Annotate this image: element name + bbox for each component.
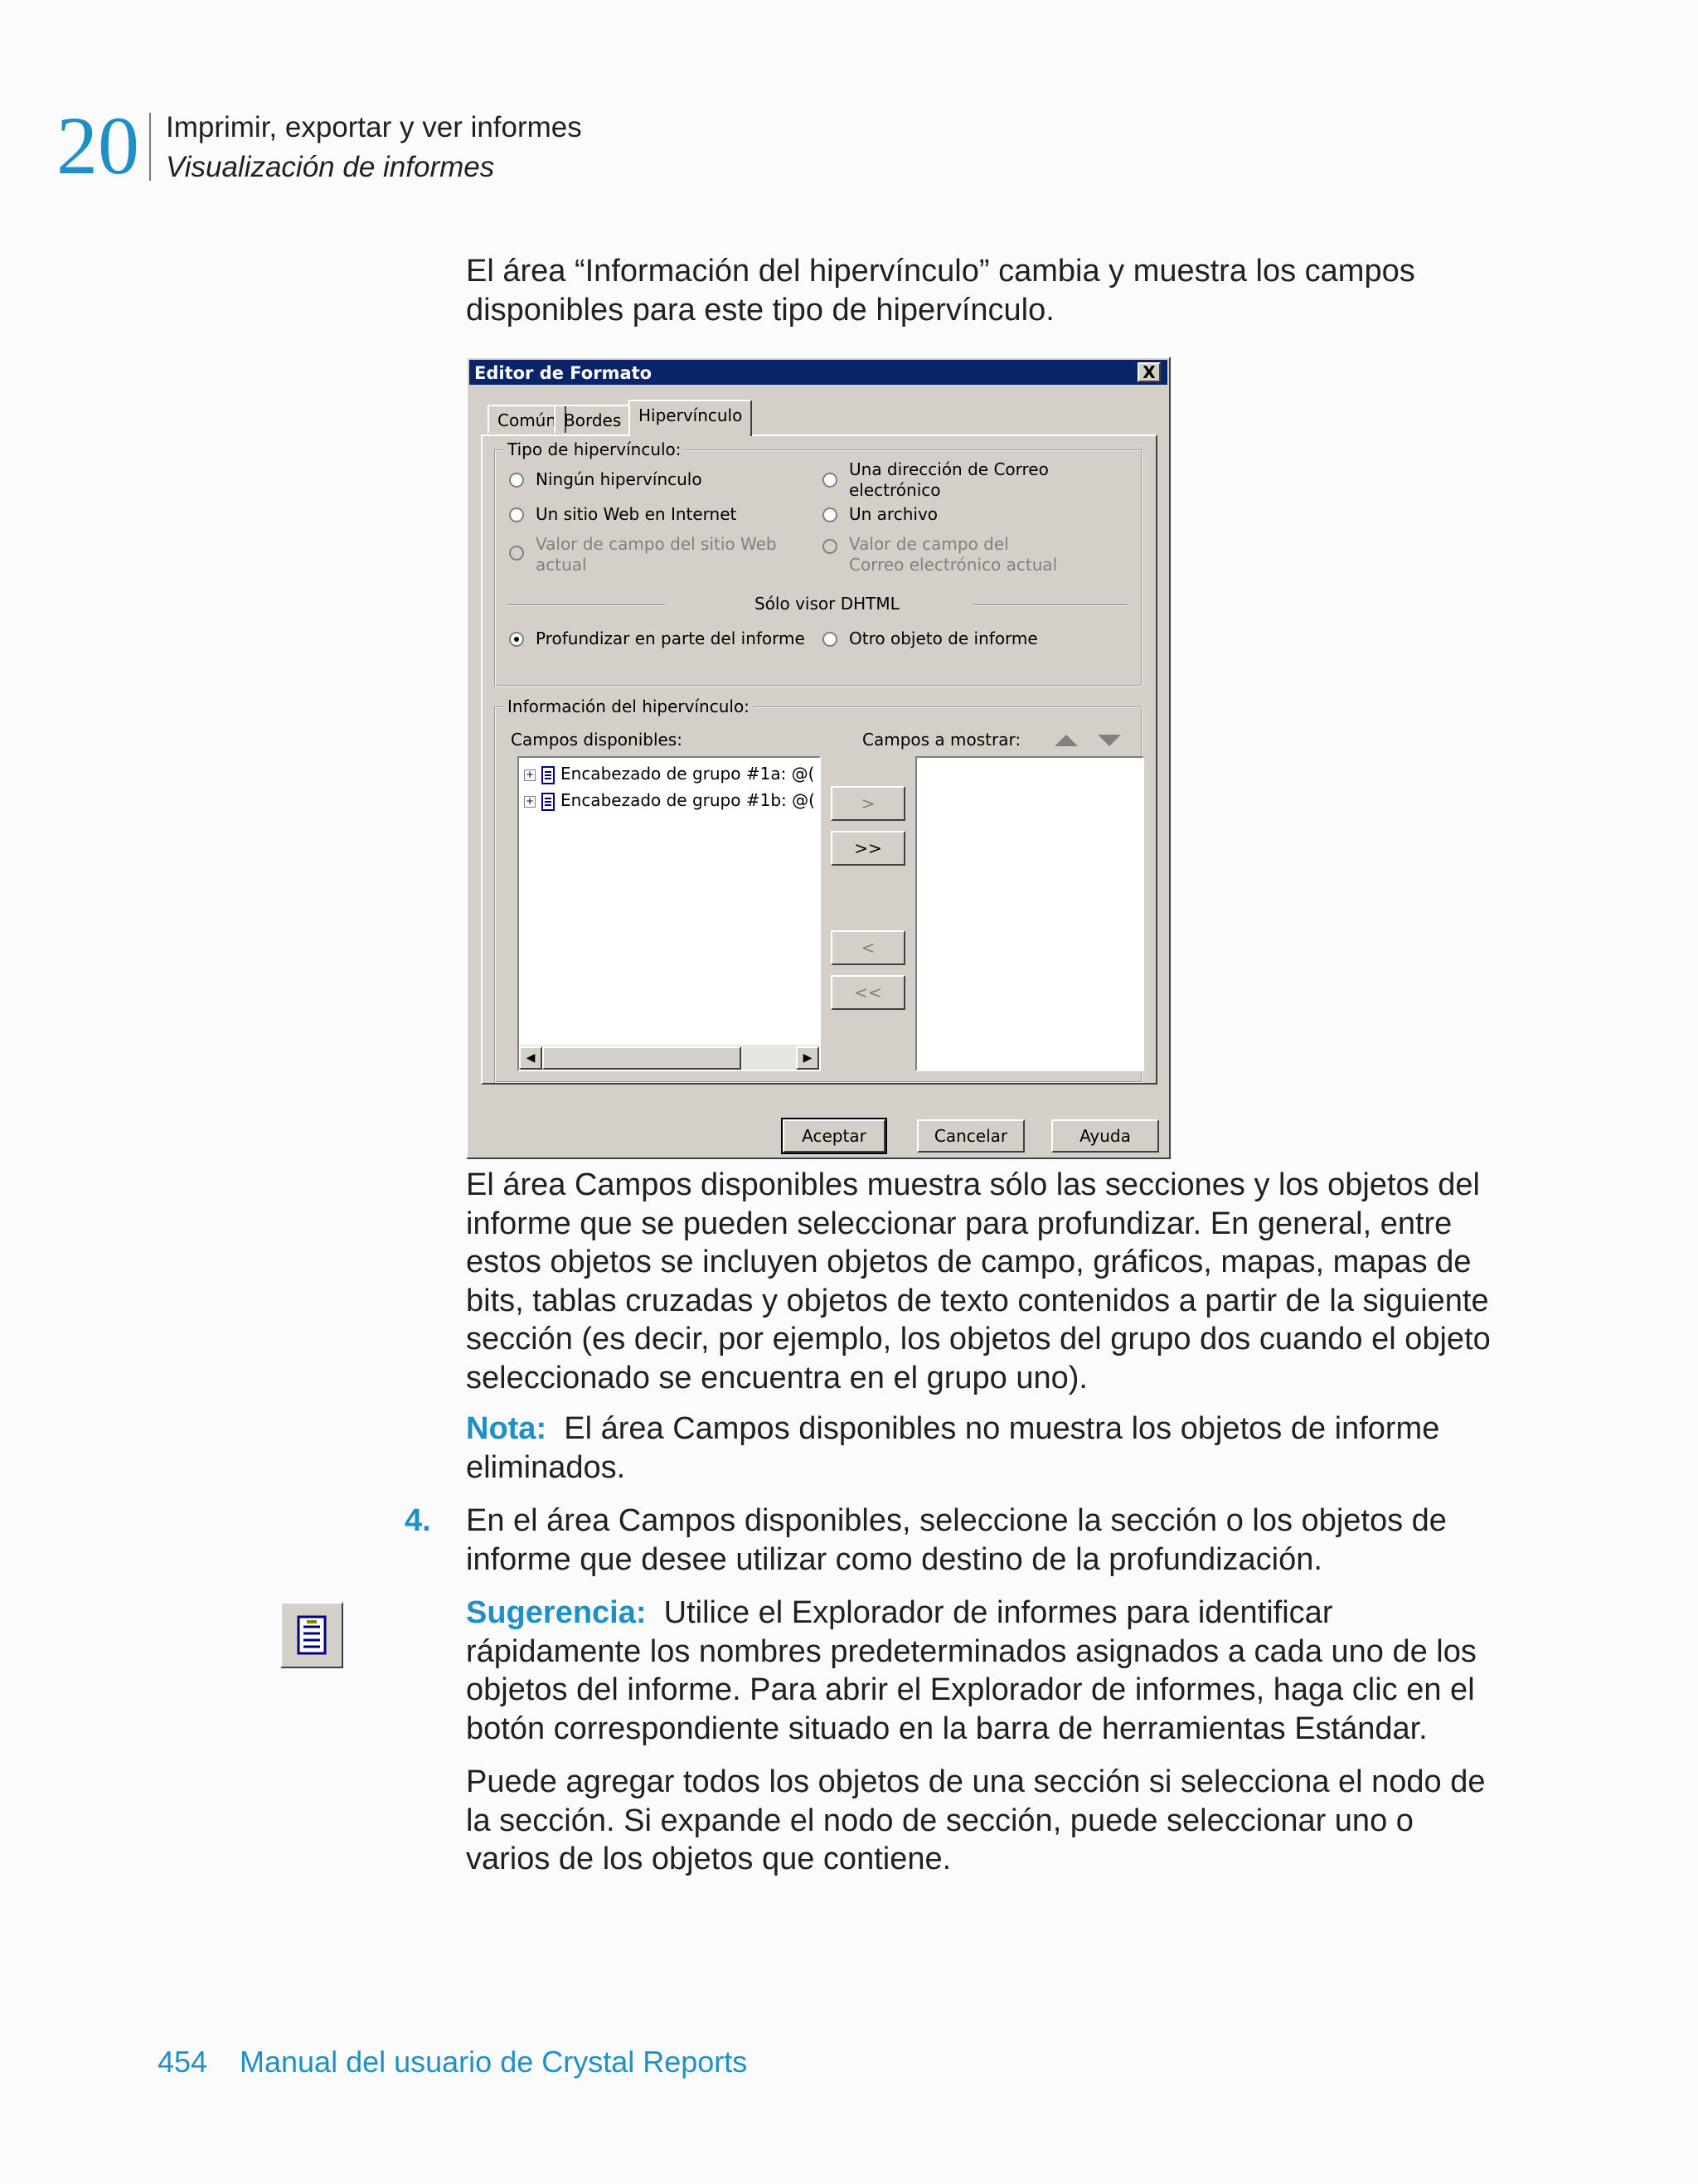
- label-email: Una dirección de Correo electrónico: [849, 459, 1049, 500]
- link-type-legend: Tipo de hipervínculo:: [504, 439, 685, 459]
- scroll-left-button[interactable]: ◀: [519, 1046, 542, 1070]
- expand-icon[interactable]: +: [525, 768, 535, 780]
- label-file: Un archivo: [849, 504, 939, 524]
- remove-all-fields-button[interactable]: <<: [831, 975, 905, 1010]
- remove-field-button[interactable]: <: [831, 930, 905, 965]
- label-web: Un sitio Web en Internet: [536, 504, 737, 524]
- tree-item[interactable]: [524, 788, 815, 813]
- tree-item-label: Encabezado de grupo #1b: @(: [560, 790, 815, 810]
- dialog-title: Editor de Formato: [474, 363, 653, 383]
- horizontal-scrollbar[interactable]: [519, 1045, 819, 1070]
- note-label: Nota:: [466, 1411, 547, 1446]
- radio-web-field[interactable]: [509, 546, 524, 561]
- label-web-field: Valor de campo del sitio Web actual: [536, 534, 777, 575]
- chapter-number: 20: [56, 99, 139, 192]
- available-fields-paragraph: El área Campos disponibles muestra sólo las secciones y los objetos del informe que se pueden seleccionar para profundizar. En general, entre estos objetos se incluyen objetos de campo, gráficos, mapas, mapas de bits, tablas cruzadas y objetos de texto contenidos a partir de la siguiente sección (es decir, por ejemplo, los objetos del grupo dos cuando el objeto seleccionado se encuentra en el grupo uno).: [466, 1167, 1491, 1395]
- intro-paragraph: El área “Información del hipervínculo” cambia y muestra los campos disponibles para este tipo de hipervínculo.: [466, 254, 1415, 328]
- radio-email-field[interactable]: [822, 539, 837, 554]
- display-fields-label: Campos a mostrar:: [862, 730, 1021, 750]
- separator-right: [973, 604, 1128, 606]
- group-header-icon: [541, 766, 555, 784]
- label-email-field: Valor de campo del Correo electrónico actual: [849, 534, 1058, 575]
- radio-email[interactable]: [822, 473, 837, 488]
- header-divider: [149, 113, 151, 181]
- available-fields-list[interactable]: [517, 756, 821, 1071]
- add-field-button[interactable]: >: [831, 786, 905, 821]
- scroll-thumb[interactable]: [542, 1046, 741, 1070]
- radio-web[interactable]: [509, 507, 524, 522]
- footer-title: Manual del usuario de Crystal Reports: [240, 2045, 748, 2079]
- radio-none[interactable]: [509, 473, 524, 488]
- move-down-icon[interactable]: [1096, 733, 1123, 748]
- label-other-object: Otro objeto de informe: [849, 629, 1038, 648]
- group-header-icon: [541, 793, 555, 811]
- move-up-icon[interactable]: [1053, 733, 1079, 748]
- dialog-titlebar: [469, 360, 1167, 385]
- add-all-fields-button[interactable]: >>: [831, 831, 905, 866]
- tree-item-label: Encabezado de grupo #1a: @(: [560, 764, 815, 784]
- tree-item[interactable]: [524, 761, 814, 786]
- step-number: 4.: [405, 1503, 431, 1538]
- chapter-title: Imprimir, exportar y ver informes: [166, 111, 582, 143]
- report-explorer-icon: [280, 1602, 343, 1668]
- label-drill: Profundizar en parte del informe: [536, 629, 805, 648]
- available-fields-label: Campos disponibles:: [511, 730, 682, 750]
- note-text: El área Campos disponibles no muestra los objetos de informe eliminados.: [466, 1411, 1440, 1485]
- tab-comun[interactable]: Común: [488, 405, 566, 433]
- separator-left: [507, 604, 665, 606]
- section-node-paragraph: Puede agregar todos los objetos de una sección si selecciona el nodo de la sección. Si expande el nodo de sección, puede seleccionar uno o varios de los objetos que contiene.: [466, 1764, 1486, 1876]
- radio-file[interactable]: [822, 507, 837, 522]
- note: [466, 1410, 1502, 1487]
- tip-text: Utilice el Explorador de informes para identificar rápidamente los nombres predeterminados asignados a cada uno de los objetos del informe. Para abrir el Explorador de informes, haga clic en el botón correspondiente situado en la barra de herramientas Estándar.: [466, 1595, 1477, 1746]
- scroll-right-button[interactable]: ▶: [796, 1046, 819, 1070]
- tip: [466, 1594, 1502, 1748]
- help-button[interactable]: Ayuda: [1051, 1119, 1159, 1153]
- expand-icon[interactable]: +: [525, 794, 535, 807]
- close-button[interactable]: X: [1138, 362, 1161, 382]
- tab-hipervinculo[interactable]: Hipervínculo: [628, 400, 752, 436]
- cancel-button[interactable]: Cancelar: [917, 1119, 1025, 1153]
- tip-label: Sugerencia:: [466, 1595, 647, 1630]
- tab-bordes[interactable]: Bordes: [554, 405, 631, 433]
- section-title: Visualización de informes: [166, 151, 495, 183]
- step-text: En el área Campos disponibles, seleccione la sección o los objetos de informe que desee utilizar como destino de la profundización.: [466, 1503, 1447, 1577]
- radio-other-object[interactable]: [822, 632, 837, 647]
- display-fields-list[interactable]: [915, 756, 1144, 1071]
- label-none: Ningún hipervínculo: [536, 469, 702, 489]
- format-editor-dialog: [466, 357, 1171, 1159]
- radio-drill[interactable]: [509, 632, 524, 647]
- dhtml-label: Sólo visor DHTML: [754, 594, 900, 614]
- link-info-legend: Información del hipervínculo:: [504, 696, 753, 716]
- page-number: 454: [158, 2045, 208, 2079]
- ok-button[interactable]: Aceptar: [783, 1119, 885, 1153]
